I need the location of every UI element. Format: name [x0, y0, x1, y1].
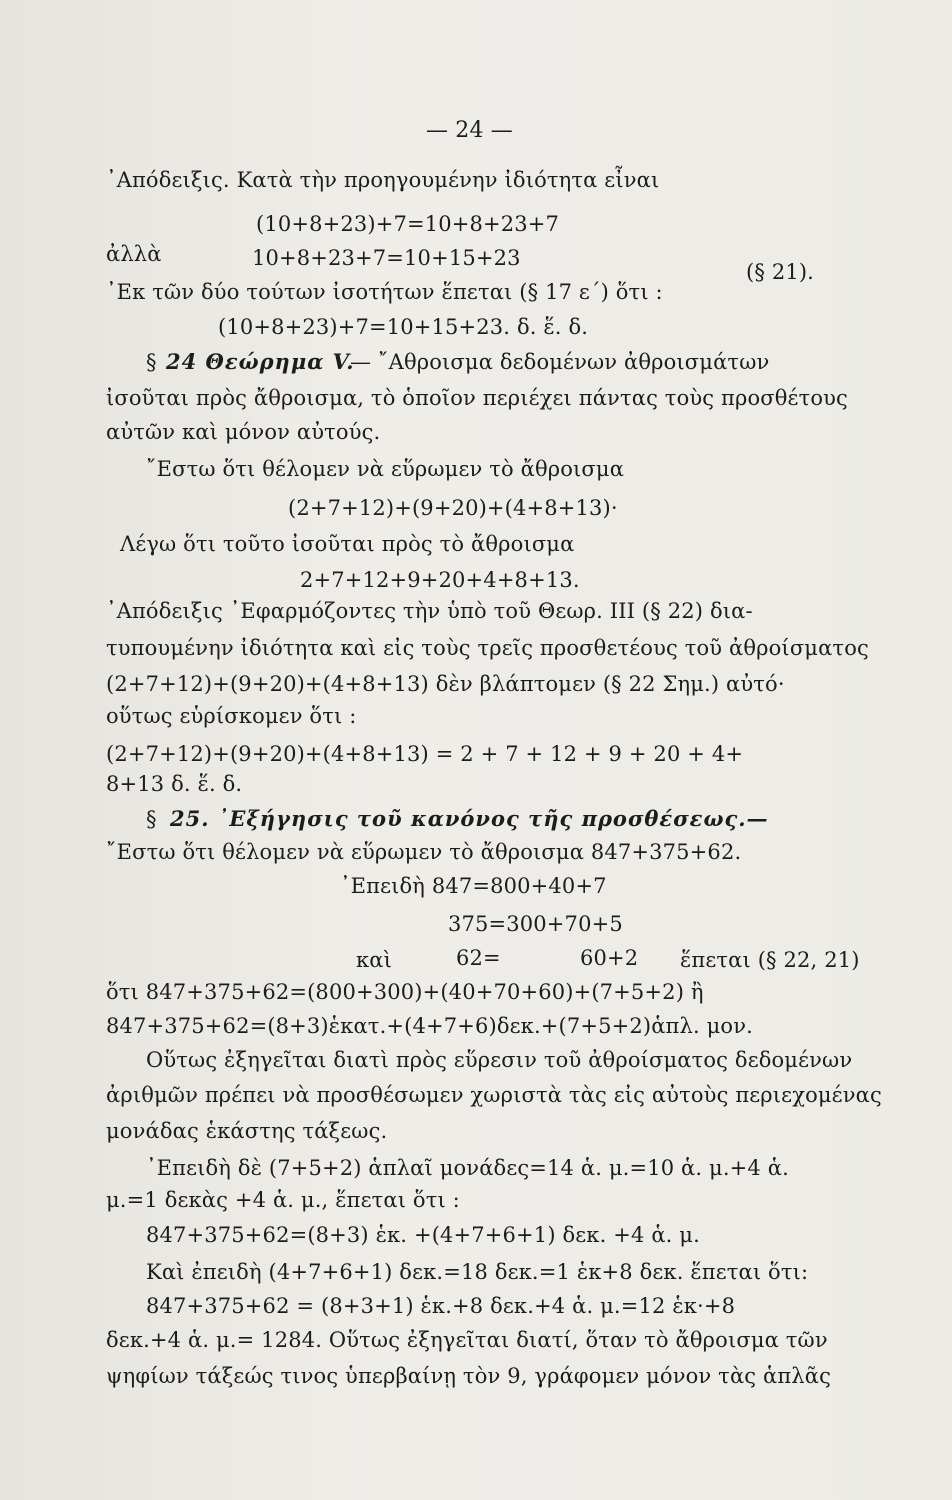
- text-line: τυπουμένην ἰδιότητα καὶ εἰς τοὺς τρεῖς προσθετέους τοῦ ἀθροίσματος: [106, 636, 869, 660]
- equation-line: 2+7+12+9+20+4+8+13.: [300, 568, 580, 592]
- text-line: ᾿Επειδὴ δὲ (7+5+2) ἁπλαῖ μονάδες=14 ἁ. μ.=10 ἁ. μ.+4 ἁ.: [146, 1156, 789, 1180]
- text-line: ῎Εστω ὅτι θέλομεν νὰ εὕρωμεν τὸ ἄθροισμα 847+375+62.: [106, 840, 742, 864]
- text-line: Καὶ ἐπειδὴ (4+7+6+1) δεκ.=18 δεκ.=1 ἑκ+8 δεκ. ἕπεται ὅτι:: [146, 1260, 809, 1284]
- text-line: αὐτῶν καὶ μόνον αὐτούς.: [106, 420, 381, 444]
- theorem-heading: 24 Θεώρημα V.: [166, 349, 355, 374]
- equation-line: (2+7+12)+(9+20)+(4+8+13)·: [288, 496, 618, 520]
- text-line: οὕτως εὑρίσκομεν ὅτι :: [106, 704, 357, 728]
- equation-line: 10+8+23+7=10+15+23: [252, 246, 521, 270]
- text-line: ᾿Απόδειξις ᾿Εφαρμόζοντες τὴν ὑπὸ τοῦ Θεωρ. III (§ 22) δια-: [106, 599, 753, 623]
- text-line: ᾿Απόδειξις. Κατὰ τὴν προηγουμένην ἰδιότητα εἶναι: [106, 168, 660, 192]
- text-line: ἰσοῦται πρὸς ἄθροισμα, τὸ ὁποῖον περιέχει πάντας τοὺς προσθέτους: [106, 386, 848, 410]
- text-line: μ.=1 δεκὰς +4 ἁ. μ., ἕπεται ὅτι :: [106, 1188, 460, 1212]
- text-line: Λέγω ὅτι τοῦτο ἰσοῦται πρὸς τὸ ἄθροισμα: [120, 532, 575, 556]
- page-number: — 24 —: [426, 118, 513, 143]
- text-line: ἀριθμῶν πρέπει νὰ προσθέσωμεν χωριστὰ τὰς εἰς αὐτοὺς περιεχομένας: [106, 1083, 882, 1107]
- equation-line: ᾿Επειδὴ 847=800+40+7: [340, 874, 607, 898]
- section-reference: (§ 21).: [746, 260, 815, 284]
- equation-line: 62=: [456, 946, 501, 970]
- equation-line: 847+375+62 = (8+3+1) ἑκ.+8 δεκ.+4 ἁ. μ.=12 ἑκ·+8: [146, 1294, 736, 1318]
- equation-line: 375=300+70+5: [448, 912, 623, 936]
- text-line: μονάδας ἑκάστης τάξεως.: [106, 1119, 388, 1143]
- text-line: (2+7+12)+(9+20)+(4+8+13) δὲν βλάπτομεν (§ 22 Σημ.) αὐτό·: [106, 672, 785, 696]
- text-line: ῎Εστω ὅτι θέλομεν νὰ εὕρωμεν τὸ ἄθροισμα: [146, 457, 625, 481]
- section-sign: §: [146, 350, 157, 374]
- text-line: Οὕτως ἐξηγεῖται διατὶ πρὸς εὕρεσιν τοῦ ἀθροίσματος δεδομένων: [146, 1048, 853, 1072]
- equation-line: (2+7+12)+(9+20)+(4+8+13) = 2 + 7 + 12 + 9 + 20 + 4+: [106, 742, 744, 766]
- equation-line: ὅτι 847+375+62=(800+300)+(40+70+60)+(7+5+2) ἢ: [106, 980, 704, 1004]
- text-line: ἀλλὰ: [106, 242, 162, 266]
- text-line: δεκ.+4 ἁ. μ.= 1284. Οὕτως ἐξηγεῖται διατί, ὅταν τὸ ἄθροισμα τῶν: [106, 1328, 828, 1352]
- equation-line: (10+8+23)+7=10+15+23. δ. ἕ. δ.: [218, 315, 589, 339]
- section-sign: §: [146, 807, 157, 831]
- text-line: καὶ: [356, 948, 392, 972]
- text-line: ψηφίων τάξεώς τινος ὑπερβαίνῃ τὸν 9, γράφομεν μόνον τὰς ἁπλᾶς: [106, 1364, 831, 1388]
- text-line: ᾿Εκ τῶν δύο τούτων ἰσοτήτων ἕπεται (§ 17 ε΄) ὅτι :: [106, 280, 663, 304]
- section-heading: 25. ᾿Εξήγησις τοῦ κανόνος τῆς προσθέσεως.—: [170, 806, 769, 831]
- equation-line: 60+2: [580, 946, 639, 970]
- text-line: ἕπεται (§ 22, 21): [680, 948, 860, 972]
- equation-line: (10+8+23)+7=10+8+23+7: [256, 212, 560, 236]
- text-line: — ῎Αθροισμα δεδομένων ἀθροισμάτων: [350, 350, 770, 374]
- equation-line: 847+375+62=(8+3)ἑκατ.+(4+7+6)δεκ.+(7+5+2)ἁπλ. μον.: [106, 1014, 753, 1038]
- equation-line: 847+375+62=(8+3) ἑκ. +(4+7+6+1) δεκ. +4 ἁ. μ.: [146, 1223, 700, 1247]
- equation-line: 8+13 δ. ἕ. δ.: [106, 772, 243, 796]
